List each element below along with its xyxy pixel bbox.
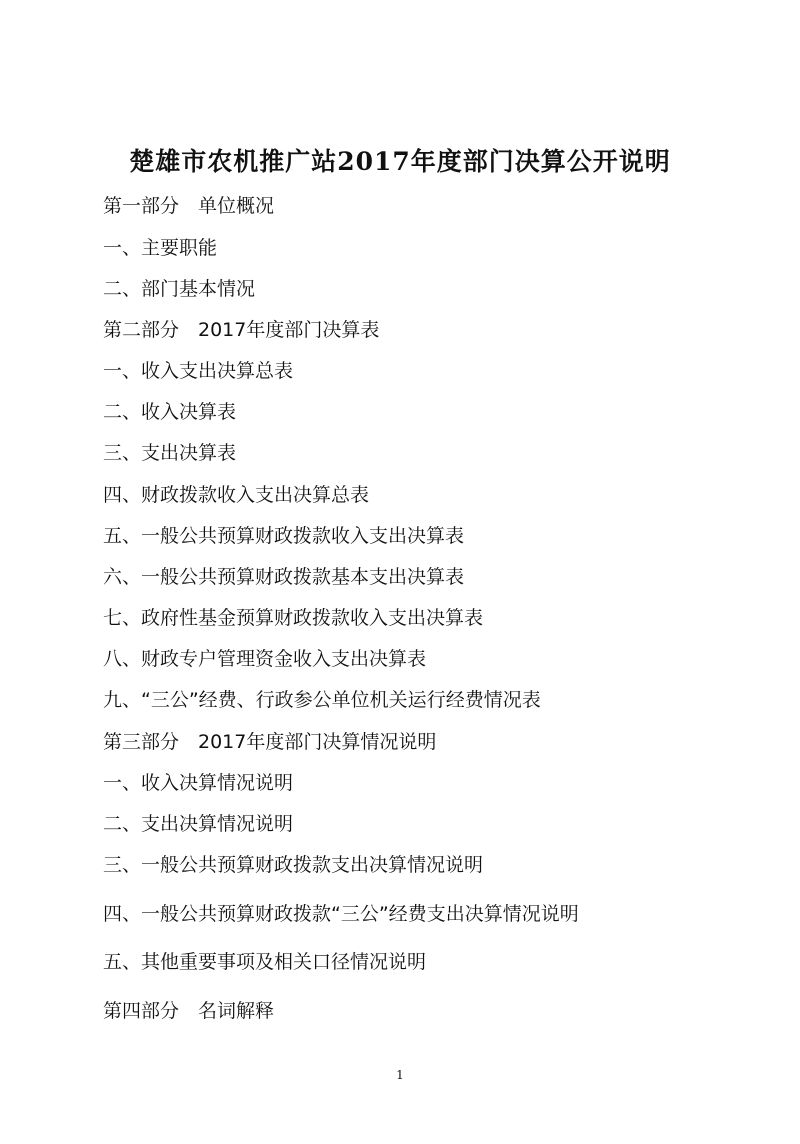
- document-title: 楚雄市农机推广站2017年度部门决算公开说明: [129, 147, 671, 176]
- toc-item-three-public-expenses-explanation: 四、一般公共预算财政拨款“三公”经费支出决算情况说明: [103, 903, 579, 925]
- toc-item-government-fund-budget: 七、政府性基金预算财政拨款收入支出决算表: [103, 607, 484, 629]
- toc-item-basic-situation: 二、部门基本情况: [103, 278, 256, 300]
- toc-item-three-public-expenses-table: 九、“三公”经费、行政参公单位机关运行经费情况表: [103, 689, 541, 711]
- toc-part-2-heading: 第二部分 2017年度部门决算表: [103, 319, 380, 341]
- toc-item-general-budget-basic-expenditure: 六、一般公共预算财政拨款基本支出决算表: [103, 566, 465, 588]
- toc-part-4-heading: 第四部分 名词解释: [103, 1000, 275, 1022]
- toc-item-income-expenditure-summary: 一、收入支出决算总表: [103, 360, 294, 382]
- toc-item-expenditure-table: 三、支出决算表: [103, 442, 237, 464]
- toc-item-income-explanation: 一、收入决算情况说明: [103, 772, 294, 794]
- page-number: 1: [396, 1068, 404, 1082]
- toc-part-3-heading: 第三部分 2017年度部门决算情况说明: [103, 731, 437, 753]
- toc-item-special-account-funds: 八、财政专户管理资金收入支出决算表: [103, 648, 427, 670]
- toc-item-fiscal-allocation-summary: 四、财政拨款收入支出决算总表: [103, 484, 370, 506]
- toc-item-other-matters-explanation: 五、其他重要事项及相关口径情况说明: [103, 951, 427, 973]
- toc-item-expenditure-explanation: 二、支出决算情况说明: [103, 813, 294, 835]
- toc-item-main-functions: 一、主要职能: [103, 237, 218, 259]
- toc-part-1-heading: 第一部分 单位概况: [103, 195, 275, 217]
- toc-item-general-budget-expenditure-explanation: 三、一般公共预算财政拨款支出决算情况说明: [103, 854, 484, 876]
- toc-item-general-budget-income-expenditure: 五、一般公共预算财政拨款收入支出决算表: [103, 525, 465, 547]
- toc-item-income-table: 二、收入决算表: [103, 401, 237, 423]
